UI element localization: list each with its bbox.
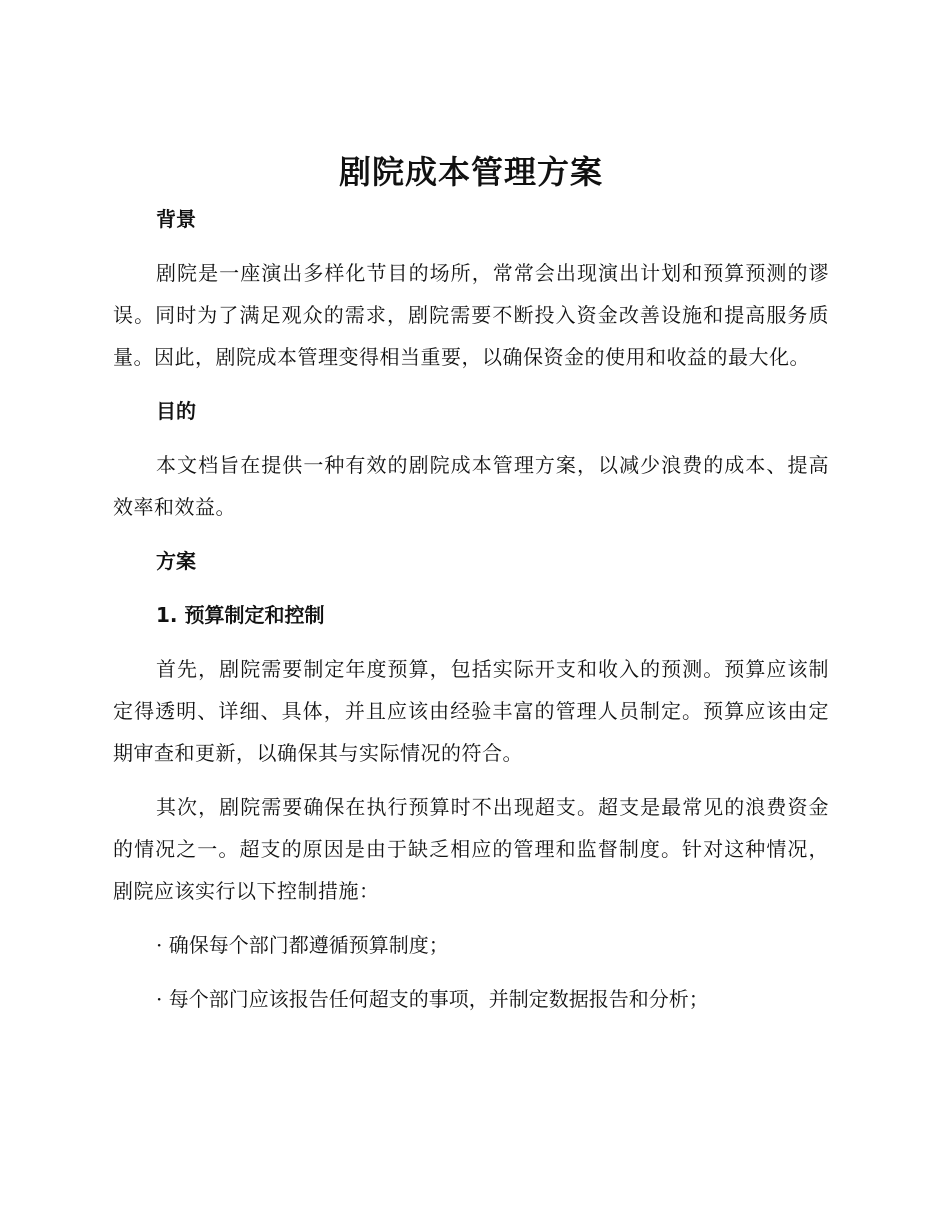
document-body [113, 148, 829, 1032]
list-item: · 确保每个部门都遵循预算制度； [156, 933, 449, 957]
section-heading-plan: 方案 [156, 549, 196, 573]
background-paragraph: 剧院是一座演出多样化节目的场所，常常会出现演出计划和预算预测的谬误。同时为了满足观众的需求，剧院需要不断投入资金改善设施和提高服务质量。因此，剧院成本管理变得相当重要，以确保资金的使用和收益的最大化。 [113, 261, 829, 369]
plan-paragraph-1: 首先，剧院需要制定年度预算，包括实际开支和收入的预测。预算应该制定得透明、详细、具体，并且应该由经验丰富的管理人员制定。预算应该由定期审查和更新，以确保其与实际情况的符合。 [113, 657, 829, 765]
plan-paragraph-2: 其次，剧院需要确保在执行预算时不出现超支。超支是最常见的浪费资金的情况之一。超支的原因是由于缺乏相应的管理和监督制度。针对这种情况，剧院应该实行以下控制措施： [113, 795, 829, 903]
section-heading-purpose: 目的 [156, 399, 196, 423]
purpose-paragraph: 本文档旨在提供一种有效的剧院成本管理方案，以减少浪费的成本、提高效率和效益。 [113, 453, 829, 519]
list-item: · 每个部门应该报告任何超支的事项，并制定数据报告和分析； [156, 987, 709, 1011]
subheading-budget-control: 1. 预算制定和控制 [156, 603, 325, 627]
section-heading-background: 背景 [156, 207, 196, 231]
document-title: 剧院成本管理方案 [338, 153, 603, 191]
